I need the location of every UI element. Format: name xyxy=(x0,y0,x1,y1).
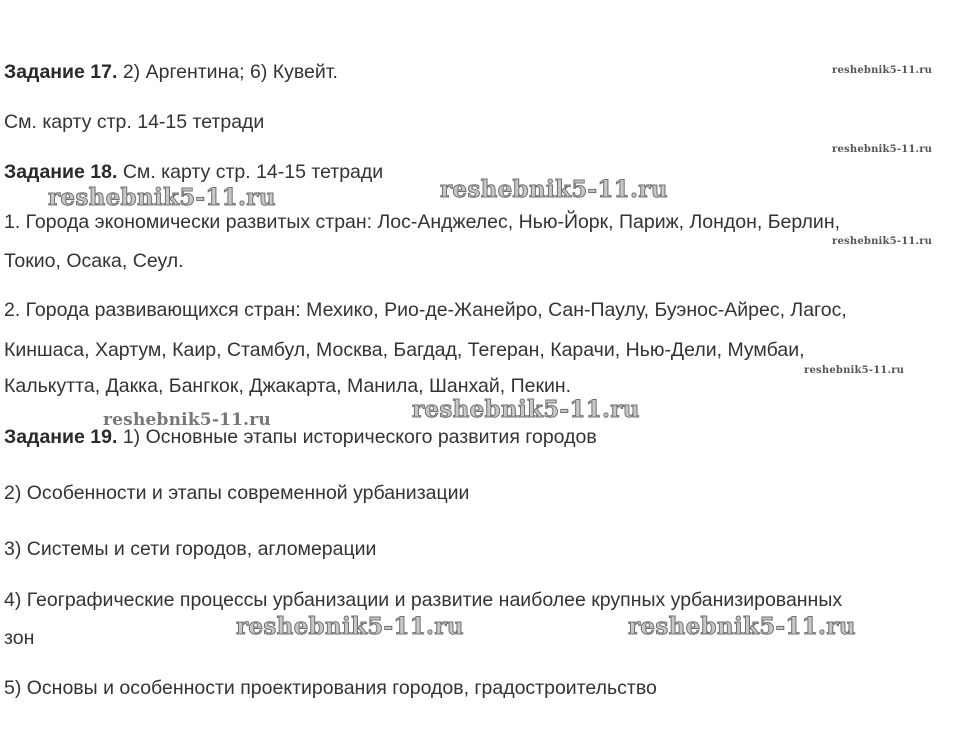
developing-cities-line2: Киншаса, Хартум, Каир, Стамбул, Москва, Багдад, Тегеран, Карачи, Нью-Дели, Мумбаи, xyxy=(4,339,805,361)
watermark-large: reshebnik5-11.ru xyxy=(48,184,276,211)
task18-line xyxy=(4,160,383,184)
map-note: См. карту стр. 14-15 тетради xyxy=(4,111,265,133)
watermark-large: reshebnik5-11.ru xyxy=(412,396,640,423)
developing-cities-line3: Калькутта, Дакка, Бангкок, Джакарта, Манила, Шанхай, Пекин. xyxy=(4,375,572,397)
watermark-small: reshebnik5-11.ru xyxy=(804,365,905,376)
task19-item4-line2: зон xyxy=(4,627,35,649)
task18-text: См. карту стр. 14-15 тетради xyxy=(117,161,384,183)
task19-item4-line1: 4) Географические процессы урбанизации и развитие наиболее крупных урбанизированных xyxy=(4,589,843,611)
task19-line xyxy=(4,425,597,449)
task18-label: Задание 18. xyxy=(4,161,118,183)
watermark-small: reshebnik5-11.ru xyxy=(832,236,933,247)
watermark-medium: reshebnik5-11.ru xyxy=(103,410,271,430)
task17-label: Задание 17. xyxy=(4,61,118,83)
task19-item3: 3) Системы и сети городов, агломерации xyxy=(4,538,377,560)
watermark-large: reshebnik5-11.ru xyxy=(236,613,464,640)
developing-cities-line1: 2. Города развивающихся стран: Мехико, Рио-де-Жанейро, Сан-Паулу, Буэнос-Айрес, Лагос, xyxy=(4,299,847,321)
developed-cities-line1: 1. Города экономически развитых стран: Лос-Анджелес, Нью-Йорк, Париж, Лондон, Берлин, xyxy=(4,211,841,233)
watermark-small: reshebnik5-11.ru xyxy=(832,144,933,155)
task17-line xyxy=(4,60,338,84)
watermark-large: reshebnik5-11.ru xyxy=(628,613,856,640)
task19-item2: 2) Особенности и этапы современной урбанизации xyxy=(4,482,470,504)
watermark-large: reshebnik5-11.ru xyxy=(440,176,668,203)
task17-text: 2) Аргентина; 6) Кувейт. xyxy=(117,61,338,83)
task19-text: 1) Основные этапы исторического развития городов xyxy=(117,426,597,448)
task19-label: Задание 19. xyxy=(4,426,118,448)
watermark-small: reshebnik5-11.ru xyxy=(832,65,933,76)
task19-item5: 5) Основы и особенности проектирования городов, градостроительство xyxy=(4,677,657,699)
developed-cities-line2: Токио, Осака, Сеул. xyxy=(4,250,184,272)
